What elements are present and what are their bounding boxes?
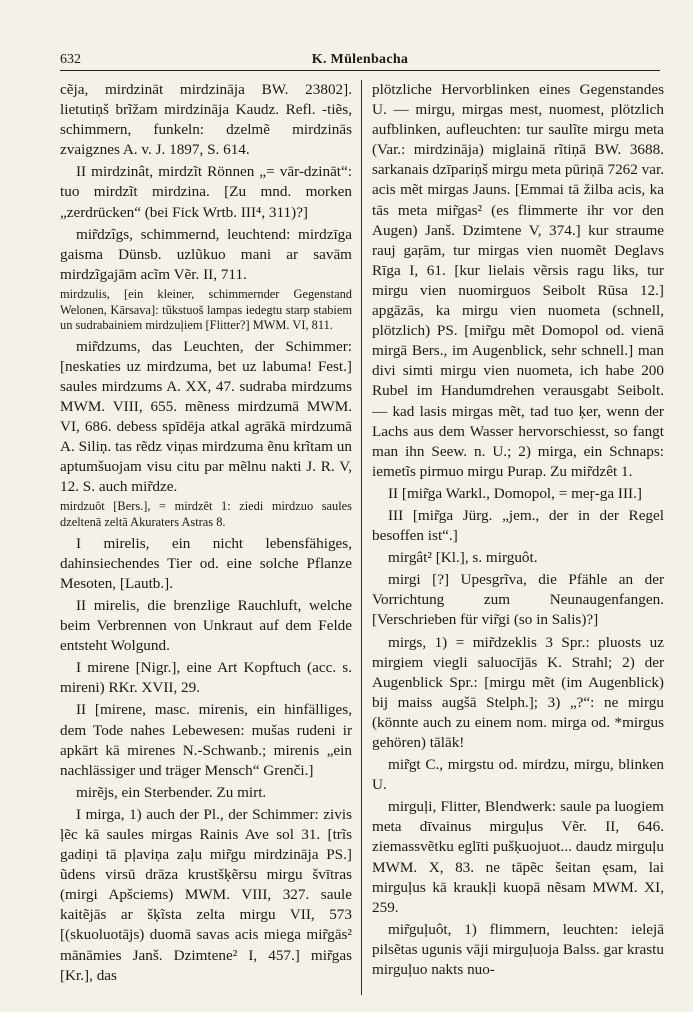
- dictionary-entry: I mirelis, ein nicht lebensfähiges, dahinsiechendes Tier od. eine solche Pflanze Mesoten, [Lautb.].: [60, 534, 352, 592]
- left-column: [60, 80, 352, 995]
- dictionary-entry: mirgât² [Kl.], s. mirguôt.: [388, 549, 538, 567]
- dictionary-entry: mirẽjs, ein Sterbender. Zu mirt.: [76, 783, 267, 801]
- header-rule: [60, 70, 660, 71]
- dictionary-entry: cẽja, mirdzināt mirdzināja BW. 23802]. lietutiņš brĩžam mirdzināja Kaudz. Refl. -tiẽs, schimmern, funkeln: dzelmẽ mirdzinās zvaigznes A. v. J. 1897, S. 614.: [60, 81, 352, 159]
- dictionary-entry: II [mir̃ga Warkl., Domopol, = meŗ-ga III.]: [388, 484, 642, 502]
- dictionary-entry: mir̃guļuôt, 1) flimmern, leuchten: ielejā pilsẽtas ugunis vāji mirguļuoja Balss. gar krastu mirguļuo nakts nuo-: [372, 920, 664, 979]
- dictionary-entry: mirgs, 1) = mir̃dzeklis 3 Spr.: pluosts uz mirgiem viegli saluocījās K. Strahl; 2) der Augenblick Spr.: [mirgu mẽt (im Augenblick) bij maiss augšā Stelph.]; 3) „?“: ne mirgu (könnte auch zu einem nom. mirga od. *mirgus gehören) tālāk!: [372, 633, 664, 751]
- dictionary-entry: II mirelis, die brenzlige Rauchluft, welche beim Verbrennen von Unkraut auf dem Felde entsteht Wolgund.: [60, 596, 352, 655]
- dictionary-entry: plötzliche Hervorblinken eines Gegenstandes U. — mirgu, mirgas mest, nuomest, plötzlich aufblinken, aufleuchten: tur saulĩte mirgu meta (Var.: mirdzināja) miglainā rĩtiņā BW. 3688. sarkanais dzīpariņš mirgu meta pūriņā 7262 var. acis mẽt mirgas Jauns. [Emmai tā žilba acis, ka tās meta mir̃gas² (es flimmerte ihr vor den Augen) Janš. Dzimtene V, 374.] kur straume rauj gaŗām, tur mirgas vien nuomẽt Deglavs Rīga I, 61. [kur lielais vẽrsis ragu liks, tur mirgu vien nuomirguos Seibolt Rūsa 12.] apgāzās, ka mirgu vien nuometa (schnell, plötzlich) PS. [mir̃gu mẽt Domopol od. vienā mirgā Bers., im Augenblick, sehr schnell.] man divi simti mirgu vien nuometa, ich habe 200 Rubel im Handumdrehen verausgabt Seibolt. — kad lasis mirgas mẽt, tad tuo ķer, wenn der Lachs aus dem Wasser hervorschiesst, so fangt man ihn Seew. n. U.; 2) mirga, ein Schnaps: iemetĩs pirmuo mirgu Purap. Zu mir̃dzêt 1.: [372, 81, 664, 480]
- running-title: K. Mülenbacha: [311, 52, 409, 67]
- column-divider: [361, 80, 362, 995]
- dictionary-entry: mirgi [?] Upesgrĩva, die Pfähle an der Vorrichtung zum Neunaugenfangen. [Verschrieben für vir̃gi (so in Salis)?]: [372, 571, 664, 629]
- right-column: [372, 80, 664, 995]
- dictionary-entry: I mirene [Nigr.], eine Art Kopftuch (acc. s. mireni) RKr. XVII, 29.: [60, 659, 352, 697]
- dictionary-entry: II [mirene, masc. mirenis, ein hinfälliges, dem Tode nahes Lebewesen: mušas rudeni ir apkārt kā mirenes N.-Schwanb.; mirenis „ein nachlässiger und träger Mensch“ Grenči.]: [60, 701, 352, 779]
- dictionary-entry: III [mir̃ga Jürg. „jem., der in der Regel besoffen ist“.]: [372, 506, 664, 545]
- dictionary-entry: mirdzuôt [Bers.], = mirdzêt 1: ziedi mirdzuo saules dzeltenā zeltā Akuraters Astras 8.: [60, 499, 352, 530]
- page-header: [60, 50, 660, 72]
- dictionary-entry: II mirdzinât, mirdzĩt Rönnen „= vār-dzināt“: tuo mirdzĩt mirdzina. [Zu mnd. morken „zerdrücken“ (bei Fick Wrtb. III⁴, 311)?]: [60, 163, 352, 221]
- dictionary-entry: mirguļi, Flitter, Blendwerk: saule pa luogiem meta dīvainus mirguļus Vẽr. II, 646. ziemassvẽtku eglīti pušķuojuot... daudz mirguļu MWM. X, 83. ne tāpẽc šeitan ęsam, lai mirguļus kā kraukļi kuopā nẽsam MWM. XI, 259.: [372, 798, 664, 916]
- dictionary-entry: mir̃gt C., mirgstu od. mirdzu, mirgu, blinken U.: [372, 756, 664, 794]
- page-number: 632: [60, 52, 81, 67]
- dictionary-entry: mirdzulis, [ein kleiner, schimmernder Gegenstand Welonen, Kārsava]: tũkstuoš lampas iedegtu starp stabiem un sudrabainiem mirdzuļiem [Flitter?] MWM. VI, 811.: [60, 286, 352, 333]
- dictionary-entry: mir̃dzîgs, schimmernd, leuchtend: mirdzīga gaisma Dünsb. uzlũkuo mani ar savām mirdzĩgajām acĩm Vẽr. II, 711.: [60, 225, 352, 283]
- dictionary-entry: I mirga, 1) auch der Pl., der Schimmer: zivis ļẽc kā saules mirgas Rainis Ave sol 31. [trĩs gadiņi tā pļaviņa zaļu mir̃gu mirdzināja PS.] ũdens virsū drāza krustšķẽrsu mirgu švītras (mirgi Apšciems) MWM. VIII, 327. saule kaitẽjās ar šķĩsta zelta mirgu VII, 573 [(skuoluotājs) duomā savas acis miega mir̃gās² mānāmies Janš. Dzimtene² I, 457.] mir̃gas [Kr.], das: [60, 805, 352, 984]
- dictionary-entry: mir̃dzums, das Leuchten, der Schimmer: [neskaties uz mirdzuma, bet uz labuma! Fest.] saules mirdzums A. XX, 47. sudraba mirdzums MWM. VIII, 655. mẽness mirdzumā MWM. VI, 686. debess spīdēja atkal agrākā mirdzumā A. Siliņ. tas rẽdz viņas mirdzuma ẽnu krĩtam un aptumšuojam visu citu par mẽlnu nakti J. R. V, 12. S. auch mir̃dze.: [60, 337, 352, 496]
